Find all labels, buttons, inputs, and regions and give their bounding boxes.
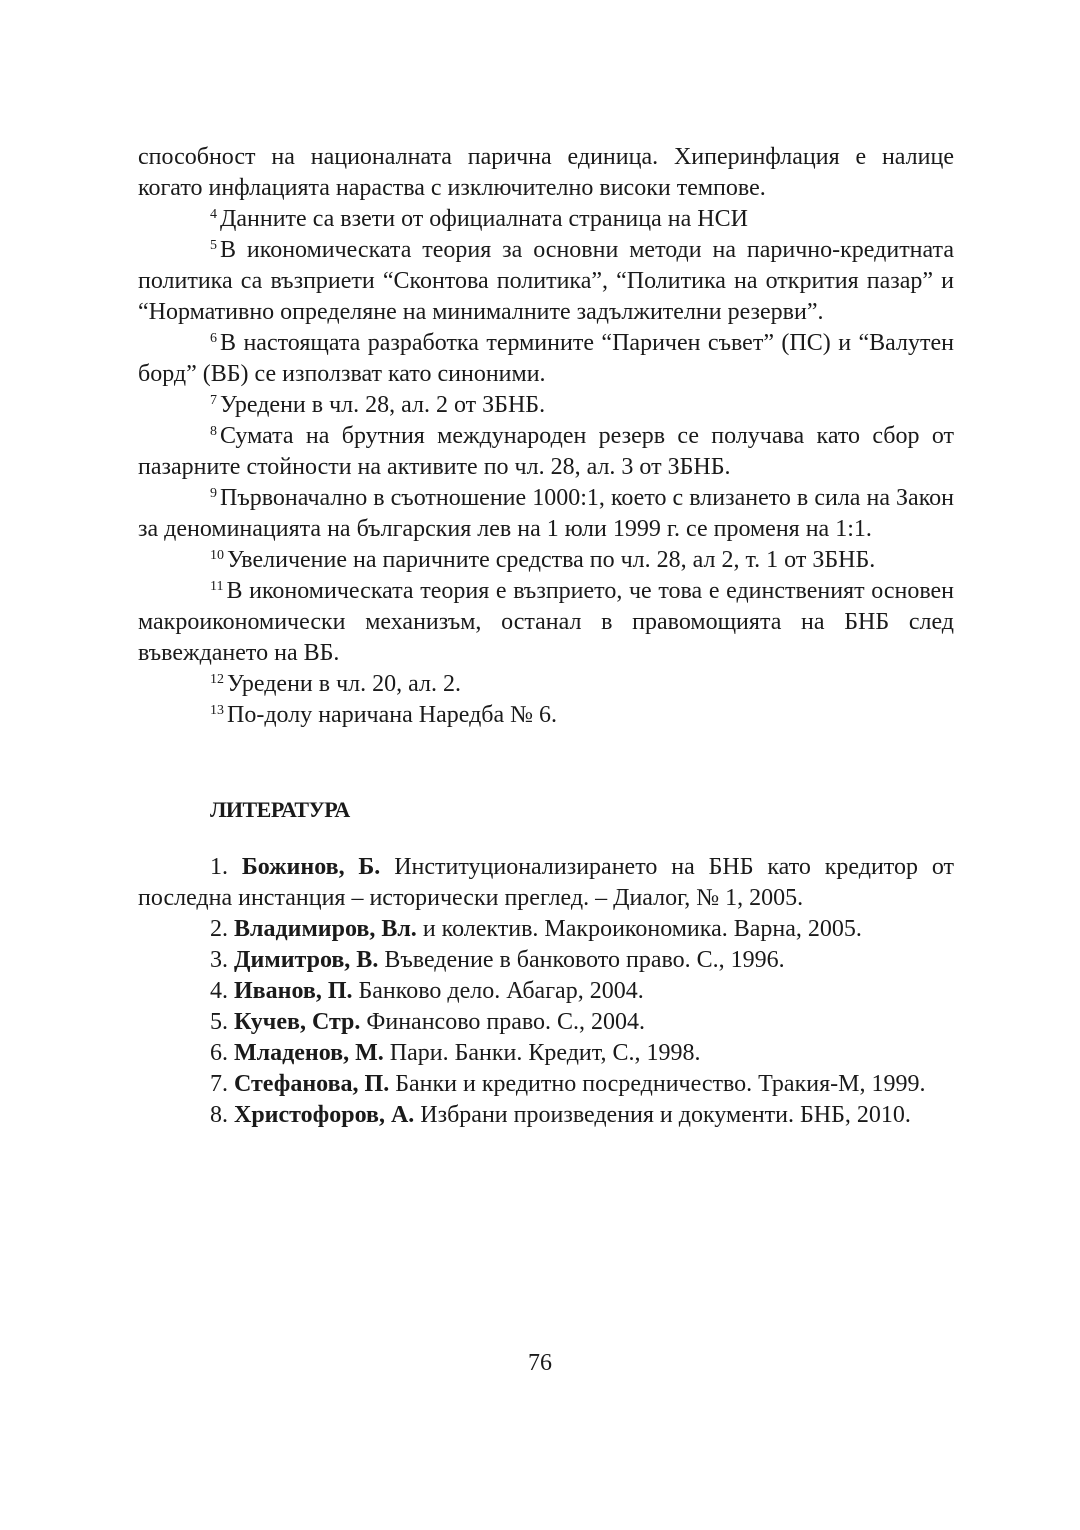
item-text: и колектив. Макроикономика. Варна, 2005.: [422, 916, 862, 942]
footnote: [138, 483, 954, 545]
item-author: Божинов, Б.: [241, 854, 381, 880]
footnote-number: 9: [210, 486, 217, 501]
footnote-text: В икономическата теория е възприето, че това е единственият основен макроикономически механизъм, останал в правомощията на БНБ след въвеждането на ВБ.: [138, 578, 954, 666]
footnote-number: 10: [210, 548, 224, 563]
footnote-number: 12: [210, 672, 224, 687]
literature-item: [138, 945, 954, 976]
item-number: 6.: [210, 1040, 228, 1066]
item-text: Финансово право. С., 2004.: [366, 1009, 646, 1035]
item-number: 3.: [210, 947, 228, 973]
footnote: [138, 390, 954, 421]
item-author: Младенов, М.: [234, 1040, 384, 1066]
footnote-text: Сумата на брутния международен резерв се получава като сбор от пазарните стойности на активите по чл. 28, ал. 3 от ЗБНБ.: [138, 423, 954, 480]
footnote-number: 6: [210, 331, 217, 346]
footnote-text: В икономическата теория за основни методи на парично-кредитната политика са възприети “Сконтова политика”, “Политика на открития пазар” и “Нормативно определяне на минималните задължителни резерви”.: [138, 237, 954, 325]
literature-item: [138, 1069, 954, 1100]
footnote: [138, 576, 954, 669]
footnote: [138, 421, 954, 483]
item-number: 8.: [210, 1102, 228, 1128]
footnotes: [138, 204, 954, 731]
item-text: Избрани произведения и документи. БНБ, 2010.: [420, 1102, 911, 1128]
footnote-number: 8: [210, 424, 217, 439]
literature-item: [138, 1038, 954, 1069]
document-page: [138, 142, 955, 1128]
item-author: Кучев, Стр.: [234, 1009, 361, 1035]
footnote-text: Уредени в чл. 28, ал. 2 от ЗБНБ.: [220, 392, 546, 418]
footnote-text: Увеличение на паричните средства по чл. 28, ал 2, т. 1 от ЗБНБ.: [227, 547, 876, 573]
literature-item: [138, 852, 954, 914]
item-text: Пари. Банки. Кредит, С., 1998.: [389, 1040, 701, 1066]
footnote: [138, 204, 954, 235]
item-number: 1.: [210, 854, 228, 880]
body-text-line: когато инфлацията нараства с изключително високи темпове.: [138, 175, 766, 201]
item-number: 7.: [210, 1071, 228, 1097]
footnote: [138, 328, 954, 390]
literature-heading: ЛИТЕРАТУРА: [210, 797, 350, 822]
literature-list: [138, 852, 954, 1131]
footnote-number: 4: [210, 207, 217, 222]
footnote-number: 11: [210, 579, 224, 594]
item-text: Банки и кредитно посредничество. Тракия-М, 1999.: [395, 1071, 926, 1097]
item-author: Христофоров, А.: [234, 1102, 415, 1128]
page-number: 76: [528, 1350, 552, 1376]
literature-item: [138, 1007, 954, 1038]
item-number: 5.: [210, 1009, 228, 1035]
literature-item: [138, 1100, 954, 1131]
body-text-line: способност на националната парична единица. Хиперинфлация е налице: [138, 144, 954, 170]
item-text: Банково дело. Абагар, 2004.: [358, 978, 644, 1004]
item-number: 2.: [210, 916, 228, 942]
footnote-text: В настоящата разработка термините “Паричен съвет” (ПС) и “Валутен борд” (ВБ) се използват като синоними.: [138, 330, 954, 387]
footnote: [138, 669, 954, 700]
item-author: Стефанова, П.: [234, 1071, 390, 1097]
footnote: [138, 545, 954, 576]
footnote: [138, 700, 954, 731]
footnote-number: 13: [210, 703, 224, 718]
footnote-text: Първоначално в съотношение 1000:1, което с влизането в сила на Закон за деноминацията на българския лев на 1 юли 1999 г. се променя на 1:1.: [138, 485, 954, 542]
footnote-text: Данните са взети от официалната страница на НСИ: [220, 206, 748, 232]
item-number: 4.: [210, 978, 228, 1004]
literature-item: [138, 976, 954, 1007]
footnote-number: 5: [210, 238, 217, 253]
item-author: Владимиров, Вл.: [234, 916, 417, 942]
literature-item: [138, 914, 954, 945]
footnote: [138, 235, 954, 328]
footnote-number: 7: [210, 393, 217, 408]
item-author: Иванов, П.: [234, 978, 353, 1004]
footnote-text: Уредени в чл. 20, ал. 2.: [227, 671, 461, 697]
item-text: Институционализирането на БНБ като кредитор от последна инстанция – исторически преглед. – Диалог, № 1, 2005.: [138, 854, 955, 911]
item-author: Димитров, В.: [234, 947, 379, 973]
footnote-text: По-долу наричана Наредба № 6.: [227, 702, 558, 728]
item-text: Въведение в банковото право. С., 1996.: [384, 947, 785, 973]
